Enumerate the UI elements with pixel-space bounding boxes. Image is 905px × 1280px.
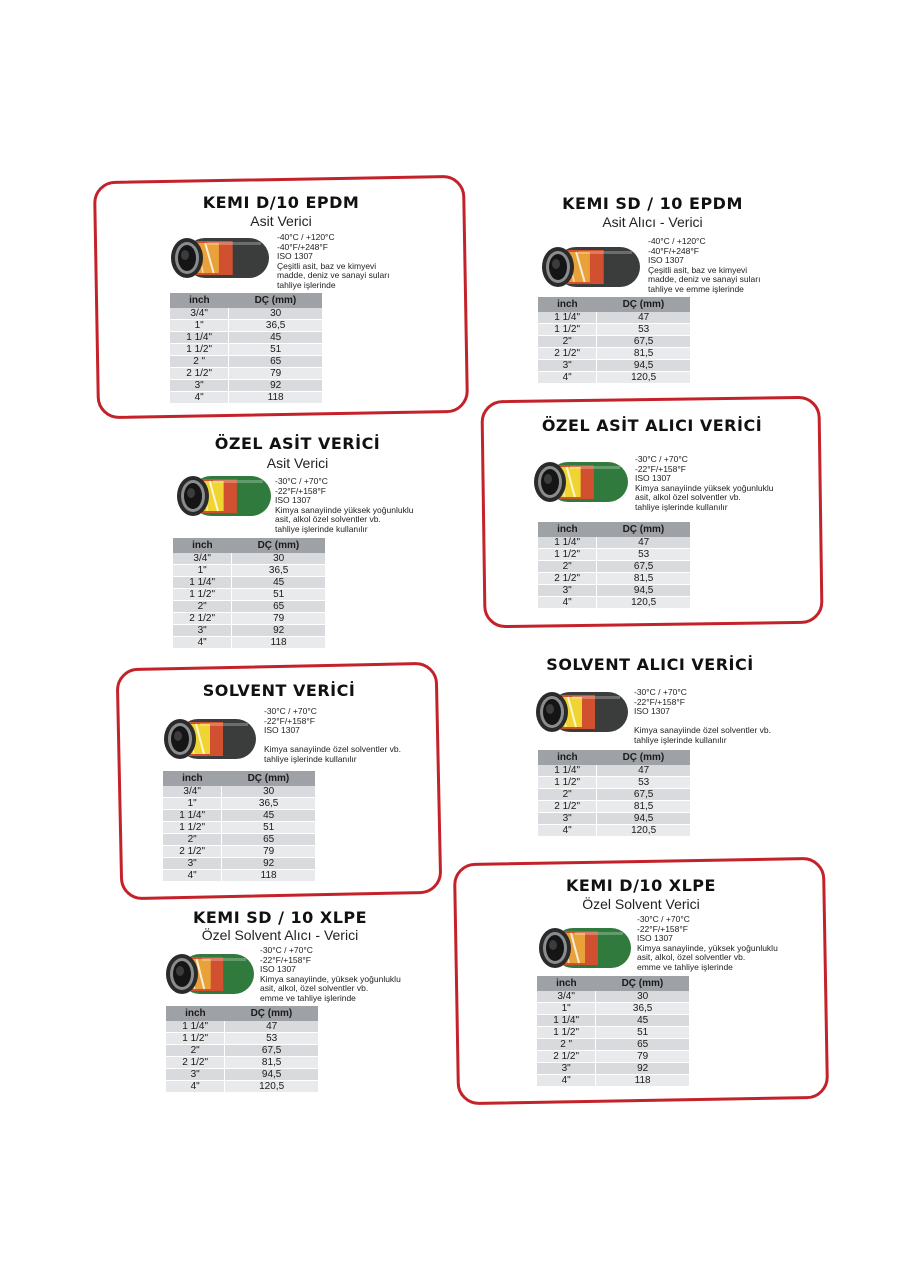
table-row <box>173 553 325 565</box>
table-row <box>166 1045 318 1057</box>
product-title: KEMI SD / 10 XLPE <box>192 908 368 927</box>
size-inch-cell: 1 1/2" <box>173 589 232 601</box>
table-row <box>538 324 690 336</box>
table-row <box>537 991 689 1003</box>
table-row <box>173 577 325 589</box>
spec-line: -22°F/+158°F <box>634 696 685 707</box>
product-subtitle: Özel Solvent Verici <box>582 896 700 912</box>
inner-diameter-cell: 36,5 <box>229 320 322 332</box>
inner-diameter-cell: 51 <box>596 1027 689 1039</box>
table-row <box>166 1081 318 1093</box>
product-specs <box>634 688 771 746</box>
table-row <box>538 765 690 777</box>
size-inch-cell: 4" <box>538 372 597 384</box>
size-inch-cell: 2" <box>163 834 222 846</box>
size-inch-cell: 2 1/2" <box>538 348 597 360</box>
size-inch-cell: 2 1/2" <box>537 1051 596 1063</box>
product-card-kemi-sd10-epdm <box>490 185 815 390</box>
size-inch-cell: 2" <box>173 601 232 613</box>
size-inch-cell: 1 1/4" <box>538 312 597 324</box>
table-row <box>166 1057 318 1069</box>
spec-line: -22°F/+158°F <box>635 463 686 474</box>
product-specs <box>635 455 773 513</box>
table-row <box>163 870 315 882</box>
column-header-dc: DÇ (mm) <box>597 750 690 765</box>
size-inch-cell: 1 1/2" <box>163 822 222 834</box>
size-inch-cell: 4" <box>538 825 597 837</box>
column-header-inch: inch <box>538 297 597 312</box>
spec-line: asit, alkol, özel solventler vb. <box>637 952 746 963</box>
table-row <box>538 360 690 372</box>
hose-icon <box>535 926 635 970</box>
inner-diameter-cell: 67,5 <box>597 336 690 348</box>
column-header-dc: DÇ (mm) <box>232 538 325 553</box>
inner-diameter-cell: 67,5 <box>225 1045 318 1057</box>
inner-diameter-cell: 81,5 <box>225 1057 318 1069</box>
spec-line: asit, alkol özel solventler vb. <box>275 514 381 525</box>
hose-image <box>535 926 635 970</box>
inner-diameter-cell: 65 <box>596 1039 689 1051</box>
table-row <box>538 801 690 813</box>
product-card-ozel-asit-alici-verici <box>482 398 822 626</box>
inner-diameter-cell: 53 <box>597 324 690 336</box>
inner-diameter-cell: 53 <box>225 1033 318 1045</box>
inner-diameter-cell: 53 <box>597 777 690 789</box>
spec-line: Kimya sanayiinde, yüksek yoğunluklu <box>637 942 778 953</box>
table-row <box>166 1033 318 1045</box>
spec-line: -30°C / +70°C <box>635 454 688 464</box>
size-inch-cell: 3" <box>170 380 229 392</box>
inner-diameter-cell: 51 <box>232 589 325 601</box>
inner-diameter-cell: 81,5 <box>597 573 690 585</box>
inner-diameter-cell: 79 <box>222 846 315 858</box>
table-row <box>170 392 322 404</box>
spec-line: -40°C / +120°C <box>648 236 706 246</box>
size-inch-cell: 4" <box>538 597 597 609</box>
size-inch-cell: 4" <box>537 1075 596 1087</box>
product-card-kemi-d10-epdm <box>95 178 467 416</box>
size-inch-cell: 1 1/2" <box>166 1033 225 1045</box>
inner-diameter-cell: 45 <box>596 1015 689 1027</box>
product-title: KEMI D/10 XLPE <box>566 876 716 895</box>
spec-line: Kimya sanayiinde özel solventler vb. <box>634 725 772 736</box>
size-inch-cell: 1 1/4" <box>166 1021 225 1033</box>
inner-diameter-cell: 92 <box>229 380 322 392</box>
size-inch-cell: 4" <box>163 870 222 882</box>
spec-line: tahliye işlerinde kullanılır <box>635 501 728 512</box>
size-inch-cell: 3" <box>538 585 597 597</box>
size-inch-cell: 3/4" <box>170 308 229 320</box>
size-inch-cell: 4" <box>166 1081 225 1093</box>
size-table <box>170 293 322 404</box>
spec-line: madde, deniz ve sanayi suları <box>648 274 761 285</box>
product-specs <box>648 237 760 295</box>
product-subtitle: Asit Verici <box>250 213 312 229</box>
column-header-inch: inch <box>538 750 597 765</box>
product-subtitle: Özel Solvent Alıcı - Verici <box>201 927 359 943</box>
spec-line: Çeşitli asit, baz ve kimyevi <box>277 260 377 271</box>
inner-diameter-cell: 118 <box>222 870 315 882</box>
inner-diameter-cell: 45 <box>232 577 325 589</box>
size-inch-cell: 3" <box>537 1063 596 1075</box>
spec-line: ISO 1307 <box>264 725 300 736</box>
table-row <box>166 1069 318 1081</box>
inner-diameter-cell: 47 <box>597 537 690 549</box>
inner-diameter-cell: 120,5 <box>225 1081 318 1093</box>
hose-icon <box>167 236 273 280</box>
inner-diameter-cell: 47 <box>597 765 690 777</box>
size-inch-cell: 3" <box>538 813 597 825</box>
size-inch-cell: 1" <box>163 798 222 810</box>
spec-line: asit, alkol özel solventler vb. <box>635 492 741 503</box>
inner-diameter-cell: 47 <box>225 1021 318 1033</box>
hose-image <box>167 236 273 280</box>
product-card-ozel-asit-verici <box>165 432 430 647</box>
table-row <box>170 332 322 344</box>
hose-image <box>173 474 275 518</box>
hose-image <box>538 245 644 289</box>
hose-image <box>532 690 632 734</box>
size-inch-cell: 3" <box>173 625 232 637</box>
table-row <box>170 308 322 320</box>
size-inch-cell: 2" <box>538 561 597 573</box>
column-header-inch: inch <box>170 293 229 308</box>
size-table <box>163 771 315 882</box>
spec-line: emme ve tahliye işlerinde <box>260 992 356 1003</box>
spec-line: ISO 1307 <box>277 251 313 262</box>
hose-image <box>162 952 258 996</box>
spec-line: -30°C / +70°C <box>260 945 313 955</box>
inner-diameter-cell: 36,5 <box>232 565 325 577</box>
table-row <box>538 597 690 609</box>
inner-diameter-cell: 30 <box>229 308 322 320</box>
product-specs <box>637 915 778 973</box>
table-row <box>537 1027 689 1039</box>
hose-image <box>530 460 632 504</box>
spec-line: ISO 1307 <box>634 706 670 717</box>
inner-diameter-cell: 51 <box>229 344 322 356</box>
table-row <box>173 589 325 601</box>
product-subtitle: Asit Alıcı - Verici <box>602 214 703 230</box>
product-title: KEMI D/10 EPDM <box>202 193 360 212</box>
size-inch-cell: 1 1/4" <box>537 1015 596 1027</box>
inner-diameter-cell: 94,5 <box>597 360 690 372</box>
size-table <box>537 976 689 1087</box>
inner-diameter-cell: 81,5 <box>597 348 690 360</box>
inner-diameter-cell: 92 <box>222 858 315 870</box>
table-row <box>170 356 322 368</box>
product-card-solvent-verici <box>118 665 440 897</box>
spec-line: tahliye işlerinde kullanılır <box>275 523 368 534</box>
size-inch-cell: 1 1/2" <box>170 344 229 356</box>
spec-line: -30°C / +70°C <box>634 687 687 697</box>
product-title: ÖZEL ASİT VERİCİ <box>214 434 381 453</box>
spec-line: ISO 1307 <box>635 473 671 484</box>
table-row <box>537 1051 689 1063</box>
size-inch-cell: 2 1/2" <box>163 846 222 858</box>
product-title: KEMI SD / 10 EPDM <box>562 194 743 213</box>
size-inch-cell: 1 1/4" <box>538 765 597 777</box>
table-row <box>163 846 315 858</box>
product-card-kemi-d10-xlpe <box>455 860 827 1102</box>
inner-diameter-cell: 79 <box>229 368 322 380</box>
spec-line: madde, deniz ve sanayi suları <box>277 270 390 281</box>
spec-line: -40°F/+248°F <box>277 241 328 252</box>
size-table <box>538 522 690 609</box>
size-inch-cell: 2 1/2" <box>166 1057 225 1069</box>
table-row <box>538 549 690 561</box>
table-row <box>538 348 690 360</box>
column-header-dc: DÇ (mm) <box>229 293 322 308</box>
product-specs <box>260 946 401 1004</box>
inner-diameter-cell: 120,5 <box>597 597 690 609</box>
table-row <box>538 573 690 585</box>
column-header-dc: DÇ (mm) <box>597 297 690 312</box>
spec-line: -22°F/+158°F <box>260 954 311 965</box>
column-header-inch: inch <box>166 1006 225 1021</box>
inner-diameter-cell: 92 <box>596 1063 689 1075</box>
size-inch-cell: 3" <box>163 858 222 870</box>
table-row <box>538 789 690 801</box>
table-row <box>170 380 322 392</box>
table-row <box>537 1063 689 1075</box>
column-header-inch: inch <box>537 976 596 991</box>
table-row <box>163 810 315 822</box>
table-row <box>538 777 690 789</box>
column-header-dc: DÇ (mm) <box>225 1006 318 1021</box>
size-inch-cell: 1" <box>170 320 229 332</box>
column-header-inch: inch <box>173 538 232 553</box>
size-inch-cell: 1 1/4" <box>173 577 232 589</box>
table-row <box>163 798 315 810</box>
spec-line: -22°F/+158°F <box>264 715 315 726</box>
table-row <box>538 585 690 597</box>
size-inch-cell: 3" <box>538 360 597 372</box>
spec-line: ISO 1307 <box>275 495 311 506</box>
size-inch-cell: 1 1/4" <box>538 537 597 549</box>
inner-diameter-cell: 51 <box>222 822 315 834</box>
spec-line: -22°F/+158°F <box>637 923 688 934</box>
inner-diameter-cell: 94,5 <box>225 1069 318 1081</box>
table-row <box>170 320 322 332</box>
size-inch-cell: 2" <box>538 789 597 801</box>
inner-diameter-cell: 120,5 <box>597 372 690 384</box>
column-header-dc: DÇ (mm) <box>222 771 315 786</box>
inner-diameter-cell: 45 <box>229 332 322 344</box>
hose-image <box>160 717 260 761</box>
column-header-inch: inch <box>163 771 222 786</box>
spec-line: Kimya sanayiinde yüksek yoğunluklu <box>635 482 774 493</box>
inner-diameter-cell: 36,5 <box>222 798 315 810</box>
inner-diameter-cell: 92 <box>232 625 325 637</box>
inner-diameter-cell: 30 <box>232 553 325 565</box>
spec-line: tahliye ve emme işlerinde <box>648 283 744 294</box>
size-inch-cell: 3" <box>166 1069 225 1081</box>
inner-diameter-cell: 81,5 <box>597 801 690 813</box>
size-table <box>538 750 690 837</box>
inner-diameter-cell: 36,5 <box>596 1003 689 1015</box>
table-row <box>163 786 315 798</box>
product-card-kemi-sd10-xlpe <box>150 906 410 1096</box>
size-inch-cell: 3/4" <box>537 991 596 1003</box>
table-row <box>537 1003 689 1015</box>
inner-diameter-cell: 67,5 <box>597 789 690 801</box>
table-row <box>173 637 325 649</box>
hose-icon <box>160 717 260 761</box>
inner-diameter-cell: 47 <box>597 312 690 324</box>
spec-line: emme ve tahliye işlerinde <box>637 961 733 972</box>
table-row <box>538 561 690 573</box>
table-row <box>173 613 325 625</box>
size-inch-cell: 2 1/2" <box>538 801 597 813</box>
table-row <box>170 368 322 380</box>
size-inch-cell: 2 1/2" <box>170 368 229 380</box>
inner-diameter-cell: 120,5 <box>597 825 690 837</box>
table-row <box>538 312 690 324</box>
table-row <box>170 344 322 356</box>
column-header-dc: DÇ (mm) <box>596 976 689 991</box>
inner-diameter-cell: 118 <box>596 1075 689 1087</box>
table-row <box>173 625 325 637</box>
product-specs <box>275 477 413 535</box>
size-inch-cell: 1" <box>537 1003 596 1015</box>
inner-diameter-cell: 67,5 <box>597 561 690 573</box>
spec-line: ISO 1307 <box>637 933 673 944</box>
product-title: ÖZEL ASİT ALICI VERİCİ <box>541 416 763 435</box>
inner-diameter-cell: 65 <box>229 356 322 368</box>
size-table <box>538 297 690 384</box>
table-row <box>537 1039 689 1051</box>
table-row <box>538 813 690 825</box>
table-row <box>166 1021 318 1033</box>
table-row <box>538 336 690 348</box>
spec-line: asit, alkol, özel solventler vb. <box>260 983 369 994</box>
spec-line: ISO 1307 <box>648 255 684 266</box>
table-row <box>163 858 315 870</box>
size-inch-cell: 1 1/2" <box>538 777 597 789</box>
spec-line: tahliye işlerinde <box>277 279 336 290</box>
spec-line: Kimya sanayiinde yüksek yoğunluklu <box>275 504 414 515</box>
inner-diameter-cell: 65 <box>222 834 315 846</box>
size-inch-cell: 1 1/4" <box>170 332 229 344</box>
product-title: SOLVENT VERİCİ <box>202 681 356 700</box>
size-inch-cell: 1 1/4" <box>163 810 222 822</box>
product-specs <box>264 707 401 765</box>
size-inch-cell: 1 1/2" <box>538 549 597 561</box>
spec-line: Kimya sanayiinde özel solventler vb. <box>264 744 402 755</box>
table-row <box>537 1015 689 1027</box>
hose-icon <box>538 245 644 289</box>
size-inch-cell: 3/4" <box>173 553 232 565</box>
table-row <box>173 601 325 613</box>
table-row <box>163 822 315 834</box>
table-row <box>163 834 315 846</box>
spec-line: tahliye işlerinde kullanılır <box>634 734 727 745</box>
size-inch-cell: 2 1/2" <box>173 613 232 625</box>
spec-line: -30°C / +70°C <box>275 476 328 486</box>
spec-line: -30°C / +70°C <box>637 914 690 924</box>
size-inch-cell: 1 1/2" <box>537 1027 596 1039</box>
inner-diameter-cell: 30 <box>596 991 689 1003</box>
inner-diameter-cell: 94,5 <box>597 813 690 825</box>
size-inch-cell: 2" <box>166 1045 225 1057</box>
spec-line: -22°F/+158°F <box>275 485 326 496</box>
spec-line: -30°C / +70°C <box>264 706 317 716</box>
inner-diameter-cell: 45 <box>222 810 315 822</box>
hose-icon <box>162 952 258 996</box>
spec-line: ISO 1307 <box>260 964 296 975</box>
spec-line: Kimya sanayiinde, yüksek yoğunluklu <box>260 973 401 984</box>
size-inch-cell: 2 " <box>170 356 229 368</box>
table-row <box>538 372 690 384</box>
table-row <box>537 1075 689 1087</box>
size-table <box>173 538 325 649</box>
size-inch-cell: 2 " <box>537 1039 596 1051</box>
spec-line: Çeşitli asit, baz ve kimyevi <box>648 264 748 275</box>
column-header-dc: DÇ (mm) <box>597 522 690 537</box>
inner-diameter-cell: 65 <box>232 601 325 613</box>
inner-diameter-cell: 79 <box>596 1051 689 1063</box>
inner-diameter-cell: 118 <box>232 637 325 649</box>
table-row <box>173 565 325 577</box>
spec-line: -40°F/+248°F <box>648 245 699 256</box>
inner-diameter-cell: 30 <box>222 786 315 798</box>
product-subtitle: Asit Verici <box>266 455 329 471</box>
table-row <box>538 537 690 549</box>
size-inch-cell: 3/4" <box>163 786 222 798</box>
size-inch-cell: 4" <box>173 637 232 649</box>
product-specs <box>277 233 389 291</box>
spec-line: tahliye işlerinde kullanılır <box>264 753 357 764</box>
product-title: SOLVENT ALICI VERİCİ <box>546 655 754 674</box>
inner-diameter-cell: 53 <box>597 549 690 561</box>
size-table <box>166 1006 318 1093</box>
size-inch-cell: 2 1/2" <box>538 573 597 585</box>
size-inch-cell: 4" <box>170 392 229 404</box>
hose-icon <box>173 474 275 518</box>
product-card-solvent-alici-verici <box>490 655 810 840</box>
inner-diameter-cell: 94,5 <box>597 585 690 597</box>
inner-diameter-cell: 118 <box>229 392 322 404</box>
size-inch-cell: 2" <box>538 336 597 348</box>
spec-line: -40°C / +120°C <box>277 232 335 242</box>
table-row <box>538 825 690 837</box>
inner-diameter-cell: 79 <box>232 613 325 625</box>
hose-icon <box>530 460 632 504</box>
hose-icon <box>532 690 632 734</box>
size-inch-cell: 1" <box>173 565 232 577</box>
column-header-inch: inch <box>538 522 597 537</box>
size-inch-cell: 1 1/2" <box>538 324 597 336</box>
